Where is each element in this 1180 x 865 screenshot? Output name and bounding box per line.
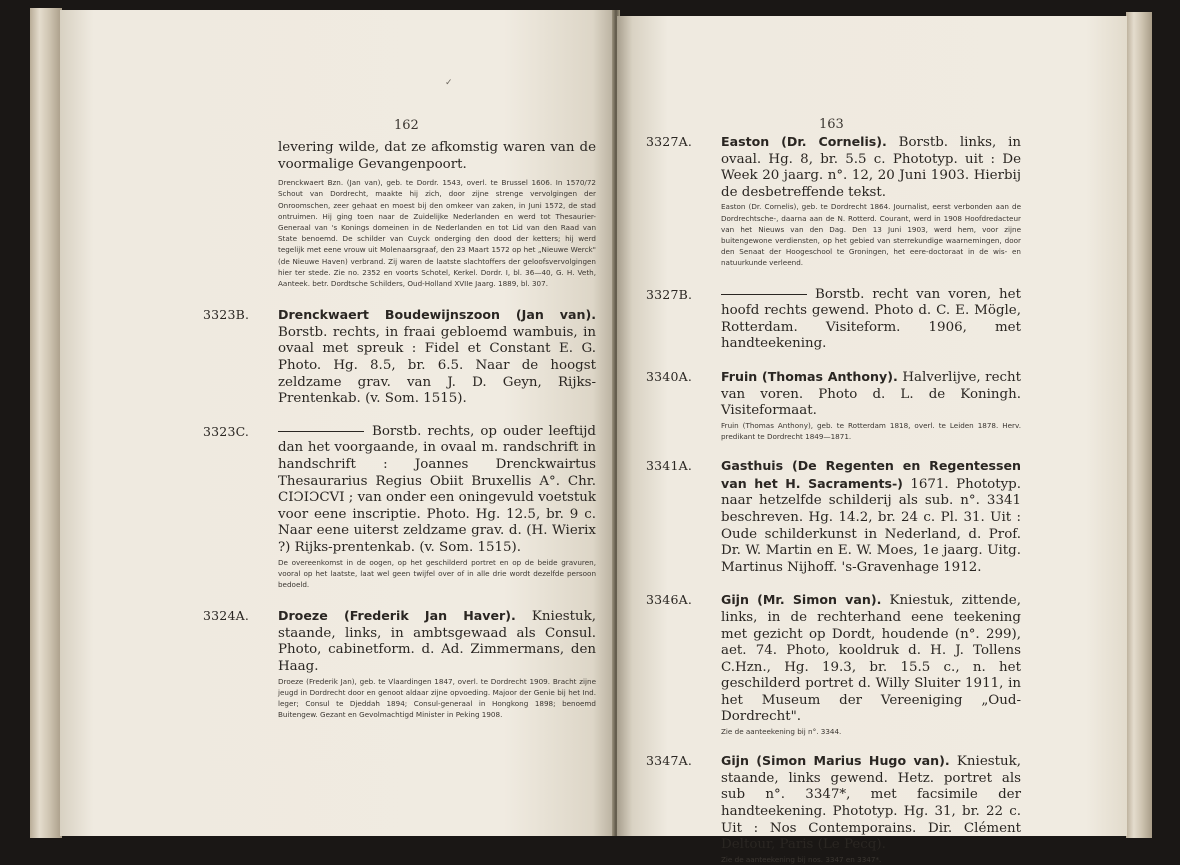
entry-note: Fruin (Thomas Anthony), geb. te Rotterdam 1818, overl. te Leiden 1878. Herv. predikant te Dordrecht 1849—1871. xyxy=(721,420,1021,441)
entry-heading: Gasthuis (De Regenten en Regentessen van het H. Sacraments-) xyxy=(721,458,1021,491)
entry-number: 3327B. xyxy=(646,286,693,302)
catalog-entry xyxy=(203,307,596,408)
entry-number: 3327A. xyxy=(646,134,693,149)
left-column xyxy=(203,140,596,720)
entry-number: 3341A. xyxy=(646,458,693,474)
book-edge-right xyxy=(1126,12,1152,838)
pencil-mark: ✓ xyxy=(445,78,453,88)
entry-number: 3324A. xyxy=(203,608,250,624)
entry-text: Borstb. rechts, in fraai gebloemd wambuis, in ovaal met spreuk : Fidel et Constant E. G. Photo. Hg. 8.5, br. 6.5. Naar de hoogst zeldzame grav. van J. D. Geyn, Rijks-Prentenkab. (v. Som. 1515). xyxy=(278,324,596,407)
entry-heading: Gijn (Simon Marius Hugo van). xyxy=(721,753,950,769)
entry-note: Zie de aanteekening bij n°. 3344. xyxy=(721,727,842,737)
right-page xyxy=(617,16,1127,864)
catalog-entry xyxy=(203,608,596,720)
catalog-entry xyxy=(646,753,1021,865)
catalog-entry xyxy=(646,458,1021,576)
entry-note: Zie de aanteekening bij nos. 3347 en 3347*. xyxy=(721,854,882,864)
left-page xyxy=(60,10,615,836)
continuation-note: Drenckwaert Bzn. (Jan van), geb. te Dordr. 1543, overl. te Brussel 1606. In 1570/72 Schout van Dordrecht, maakte hij zich, door zijne strenge vervolgingen der Onroomschen, zeer gehaat en moest bij den omkeer van zaken, in Juni 1572, de stad ontruimen. Hij ging toen naar de Zuidelijke Nederlanden en werd tot Thesaurier-Generaal van 's Konings domeinen in de Nederlanden en tot Lid van den Raad van State benoemd. De schilder van Cuyck onderging den dood der ketters; hij werd tegelijk met eene vrouw uit Molenaarsgraaf, den 23 Maart 1572 op het „Nieuwe Werck" (de Nieuwe Haven) verbrand. Zij waren de laatste slachtoffers der geloofsvervolgingen hier ter stede. Zie no. 2352 en voorts Schotel, Kerkel. Dordr. I, bl. 36—40, G. H. Veth, Aanteek. betr. Dordtsche Schilders, Oud-Holland XVIIe Jaarg. 1889, bl. 307. xyxy=(278,178,596,289)
entry-heading: Gijn (Mr. Simon van). xyxy=(721,592,882,608)
book-edge-left xyxy=(30,8,62,838)
entry-note: De overeenkomst in de oogen, op het geschilderd portret en op de beide gravuren, vooral op het laatste, laat wel geen twijfel over of in alle drie wordt dezelfde persoon bedoeld. xyxy=(278,557,596,589)
entry-number: 3347A. xyxy=(646,753,693,769)
ditto-dash xyxy=(721,294,807,295)
ditto-dash xyxy=(278,431,364,432)
entry-text: Kniestuk, staande, links, in ambtsgewaad als Consul. Photo, cabinetform. d. Ad. Zimmermans, den Haag. xyxy=(278,609,596,674)
entry-heading: Fruin (Thomas Anthony). xyxy=(721,368,898,384)
entry-number: 3346A. xyxy=(646,592,693,608)
entry-note: Droeze (Frederik Jan), geb. te Vlaardingen 1847, overl. te Dordrecht 1909. Bracht zijne jeugd in Dordrecht door en genoot aldaar zijne opvoeding. Majoor der Genie bij het Ind. leger; Consul te Djeddah 1894; Consul-generaal in Hongkong 1898; benoemd Buitengew. Gezant en Gevolmachtigd Minister in Peking 1908. xyxy=(278,676,596,720)
entry-text: Kniestuk, zittende, links, in de rechterhand eene teekening met gezicht op Dordt, houdende (n°. 299), aet. 74. Photo, kooldruk d. H. J. Tollens C.Hzn., Hg. 19.3, br. 15.5 c., n. het geschilderd portret d. Willy Sluiter 1911, in het Museum der Vereeniging „Oud-Dordrecht". xyxy=(721,593,1021,725)
entry-heading: Droeze (Frederik Jan Haver). xyxy=(278,608,516,624)
entry-heading: Easton (Dr. Cornelis). xyxy=(721,134,887,149)
entry-number: 3340A. xyxy=(646,368,693,384)
right-column xyxy=(646,134,1022,865)
catalog-entry xyxy=(646,286,1021,353)
entry-text: Kniestuk, staande, links gewend. Hetz. portret als sub n°. 3347*, met facsimile der handteekening. Phototyp. Hg. 31, br. 22 c. Uit : Nos Contemporains. Dir. Clément Deltour, Paris (Le Pecq). xyxy=(721,754,1021,853)
left-page-number: 162 xyxy=(394,118,419,133)
catalog-entry xyxy=(646,368,1022,442)
entry-text: Borstb. links, in ovaal. Hg. 8, br. 5.5 c. Phototyp. uit : De Week 20 jaarg. n°. 12, 20 Juni 1903. Hierbij de desbetreffende tekst. xyxy=(721,135,1021,200)
right-page-number: 163 xyxy=(819,117,844,132)
entry-text: Borstb. rechts, op ouder leeftijd dan het voorgaande, in ovaal m. randschrift in handschrift : Joannes Drenckwairtus Thesaurarius Regius Obiit Bruxellis A°. Chr. CIƆIƆCVI ; van onder een oningevuld voetstuk voor eene inscriptie. Photo. Hg. 12.5, br. 9 c. Naar eene uiterst zeldzame grav. d. (H. Wierix ?) Rijks-prentenkab. (v. Som. 1515). xyxy=(278,423,596,555)
entry-text: 1671. Phototyp. naar hetzelfde schilderij als sub. n°. 3341 beschreven. Hg. 14.2, br. 24 c. Pl. 31. Uit : Oude schilderkunst in Nederland, d. Prof. Dr. W. Martin en E. W. Moes, 1e jaarg. Uitg. Martinus Nijhoff. 's-Gravenhage 1912. xyxy=(721,476,1021,575)
entry-number: 3323B. xyxy=(203,307,250,323)
catalog-entry xyxy=(646,592,1021,737)
catalog-entry xyxy=(203,423,596,590)
entry-text: Borstb. recht van voren, het hoofd rechts gewend. Photo d. C. E. Mögle, Rotterdam. Visiteform. 1906, met handteekening. xyxy=(721,286,1021,352)
entry-heading: Drenckwaert Boudewijnszoon (Jan van). xyxy=(278,307,596,323)
entry-note: Easton (Dr. Cornelis), geb. te Dordrecht 1864. Journalist, eerst verbonden aan de Dordrechtsche-, daarna aan de N. Rotterd. Courant, werd in 1908 Hoofdredacteur van het Nieuws van den Dag. Den 13 Juni 1903, werd hem, voor zijne buitengewone verdiensten, op het gebied van sterrekundige waarnemingen, door den Senaat der Hoogeschool te Groningen, het eere-doctoraat in de wis- en natuurkunde verleend. xyxy=(721,202,1021,268)
entry-number: 3323C. xyxy=(203,423,250,439)
entry-text: Halverlijve, recht van voren. Photo d. L. de Koningh. Visiteformaat. xyxy=(721,369,1022,419)
catalog-entry xyxy=(646,134,1021,269)
continuation-text: levering wilde, dat ze afkomstig waren van de voormalige Gevangenpoort. xyxy=(278,140,596,172)
